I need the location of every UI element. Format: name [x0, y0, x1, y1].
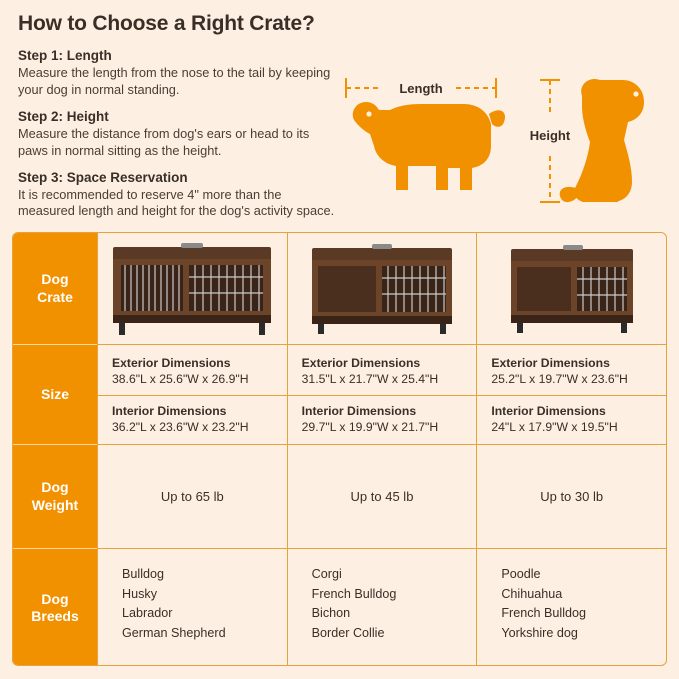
interior-value-small: 24"L x 17.9"W x 19.5"H	[491, 420, 618, 435]
breed-item: Poodle	[501, 567, 541, 581]
exterior-value-medium: 31.5"L x 21.7"W x 25.4"H	[301, 372, 439, 387]
page-title: How to Choose a Right Crate?	[18, 12, 315, 35]
length-label: Length	[399, 81, 443, 96]
row-label-size: Size	[13, 345, 97, 445]
crate-image-small	[476, 233, 666, 345]
step-2-heading: Step 2: Height	[18, 108, 109, 124]
row-label-dog-crate	[13, 233, 97, 345]
row-label-dog-breeds	[13, 549, 97, 666]
size-divider	[477, 395, 666, 396]
step-3-body: It is recommended to reserve 4" more than the measured length and height for the dog's activity space.	[18, 186, 335, 219]
breeds-cell-large	[97, 549, 287, 666]
exterior-label-large: Exterior Dimensions	[112, 356, 231, 370]
steps-section	[18, 48, 338, 220]
size-cell-large	[97, 345, 287, 445]
row-label-dog-weight-line1: Dog	[41, 479, 69, 495]
weight-cell-medium: Up to 45 lb	[287, 445, 477, 549]
size-divider	[288, 395, 477, 396]
sitting-dog-tail	[560, 187, 578, 202]
standing-dog-silhouette	[353, 102, 491, 190]
breed-item: Bichon	[311, 606, 351, 621]
crate-icon-small	[507, 243, 637, 335]
breeds-cell-medium	[287, 549, 477, 666]
breed-item: Labrador	[122, 606, 173, 621]
breed-item: Yorkshire dog	[501, 625, 578, 640]
exterior-label-medium: Exterior Dimensions	[301, 356, 421, 370]
row-label-dog-crate-line2: Crate	[37, 288, 73, 305]
breed-item: German Shepherd	[122, 625, 226, 640]
height-label: Height	[529, 128, 571, 143]
step-1-body: Measure the length from the nose to the tail by keeping your dog in normal standing.	[18, 65, 331, 97]
breed-item: French Bulldog	[311, 586, 397, 601]
interior-value-large: 36.2"L x 23.6"W x 23.2"H	[112, 420, 249, 435]
row-label-dog-breeds-line2: Breeds	[31, 608, 79, 624]
crate-image-large	[97, 233, 287, 345]
dog-measurement-illustration	[336, 62, 666, 222]
breeds-cell-small	[476, 549, 666, 666]
sitting-dog-silhouette	[574, 79, 644, 202]
weight-cell-small: Up to 30 lb	[476, 445, 666, 549]
crate-icon-large	[109, 241, 275, 337]
breed-item: Border Collie	[311, 625, 385, 640]
breed-item: Chihuahua	[501, 586, 563, 601]
breed-item: Bulldog	[122, 567, 165, 581]
exterior-value-small: 25.2"L x 19.7"W x 23.6"H	[491, 372, 628, 387]
exterior-label-small: Exterior Dimensions	[491, 356, 610, 370]
crate-image-medium	[287, 233, 477, 345]
size-cell-small	[476, 345, 666, 445]
step-1-heading: Step 1: Length	[18, 48, 112, 63]
row-label-dog-weight-line2: Weight	[31, 496, 79, 513]
crate-icon-medium	[308, 242, 456, 336]
size-cell-medium	[287, 345, 477, 445]
breed-item: Husky	[122, 586, 157, 601]
step-2-body: Measure the distance from dog's ears or head to its paws in normal sitting as the height.	[18, 125, 310, 158]
row-label-dog-crate-line1: Dog	[41, 271, 69, 287]
row-label-dog-weight	[13, 445, 97, 549]
interior-label-small: Interior Dimensions	[491, 403, 606, 418]
exterior-value-large: 38.6"L x 25.6"W x 26.9"H	[112, 372, 249, 387]
size-divider	[98, 395, 287, 396]
weight-cell-large: Up to 65 lb	[97, 445, 287, 549]
crate-comparison-table	[12, 232, 667, 666]
interior-value-medium: 29.7"L x 19.9"W x 21.7"H	[301, 420, 439, 435]
interior-label-medium: Interior Dimensions	[301, 403, 417, 418]
step-3-heading: Step 3: Space Reservation	[18, 169, 188, 185]
row-label-dog-breeds-line1: Dog	[41, 590, 69, 607]
interior-label-large: Interior Dimensions	[112, 403, 227, 418]
standing-dog-tail	[489, 110, 505, 126]
breed-item: French Bulldog	[501, 606, 587, 621]
breed-item: Corgi	[311, 567, 342, 581]
